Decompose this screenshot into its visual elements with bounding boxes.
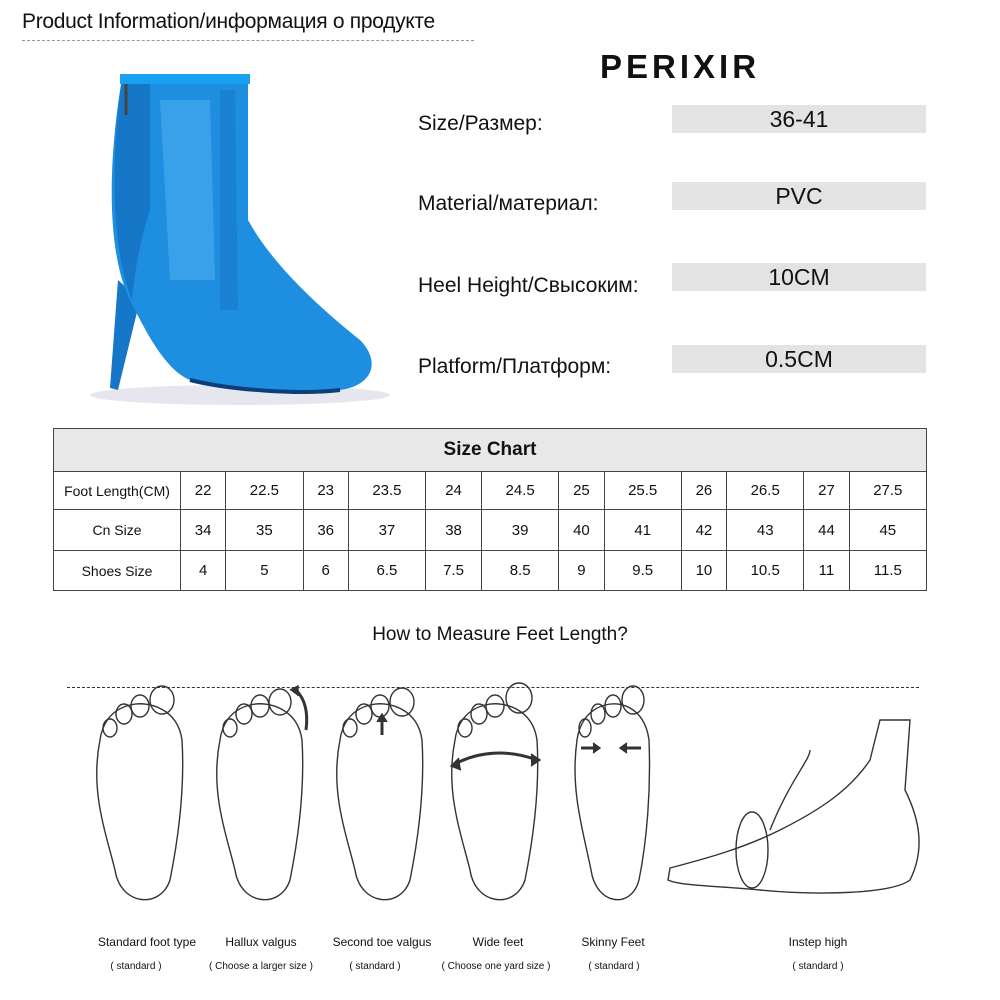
foot-label-instep: Instep high — [788, 935, 848, 949]
table-cell: 27.5 — [849, 472, 926, 510]
spec-label-size: Size/Размер: — [418, 112, 543, 135]
table-cell: 9 — [559, 551, 604, 591]
boot-collar — [120, 74, 250, 84]
spec-label-platform: Platform/Платформ: — [418, 355, 612, 378]
size-chart-title-row — [54, 429, 927, 472]
table-cell: 43 — [727, 510, 804, 551]
table-cell: 23 — [303, 472, 348, 510]
foot-types-illustration — [60, 680, 940, 920]
brand-name: PERIXIR — [600, 48, 761, 85]
hallux-valgus-foot-icon — [217, 686, 307, 900]
table-cell: 23.5 — [348, 472, 425, 510]
table-cell: 25 — [559, 472, 604, 510]
foot-note-wide: ( Choose one yard size ) — [441, 961, 551, 972]
table-row — [54, 472, 927, 510]
boot-seam — [220, 90, 238, 310]
table-cell: 38 — [426, 510, 482, 551]
table-cell: 8.5 — [482, 551, 559, 591]
table-cell: 22 — [181, 472, 226, 510]
spec-label-material: Material/материал: — [418, 192, 599, 215]
table-cell: 40 — [559, 510, 604, 551]
table-cell: 26 — [681, 472, 726, 510]
table-cell: 34 — [181, 510, 226, 551]
table-cell: 44 — [804, 510, 849, 551]
table-cell: 37 — [348, 510, 425, 551]
table-cell: 42 — [681, 510, 726, 551]
row-header: Cn Size — [54, 510, 181, 551]
table-cell: 24 — [426, 472, 482, 510]
spec-value-heel-height: 10CM — [672, 263, 926, 291]
spec-value-platform: 0.5CM — [672, 345, 926, 373]
wide-feet-foot-icon — [451, 683, 540, 900]
product-boot-image — [70, 60, 390, 420]
table-cell: 10.5 — [727, 551, 804, 591]
table-cell: 10 — [681, 551, 726, 591]
table-cell: 35 — [226, 510, 303, 551]
table-cell: 11 — [804, 551, 849, 591]
table-cell: 45 — [849, 510, 926, 551]
row-header: Foot Length(CM) — [54, 472, 181, 510]
measure-title: How to Measure Feet Length? — [372, 624, 628, 645]
table-cell: 22.5 — [226, 472, 303, 510]
foot-note-second-toe: ( standard ) — [349, 961, 401, 972]
table-cell: 26.5 — [727, 472, 804, 510]
table-row — [54, 551, 927, 591]
table-cell: 9.5 — [604, 551, 681, 591]
foot-note-instep: ( standard ) — [792, 961, 844, 972]
page-header-title: Product Information/информация о продукте — [22, 10, 435, 33]
foot-label-second-toe: Second toe valgus — [332, 935, 432, 949]
table-cell: 6 — [303, 551, 348, 591]
spec-label-heel-height: Heel Height/Свысоким: — [418, 274, 639, 297]
spec-value-material: PVC — [672, 182, 926, 210]
table-cell: 39 — [482, 510, 559, 551]
size-chart-title: Size Chart — [54, 429, 927, 472]
table-cell: 5 — [226, 551, 303, 591]
foot-note-skinny: ( standard ) — [588, 961, 640, 972]
standard-foot-icon — [97, 686, 183, 900]
table-cell: 41 — [604, 510, 681, 551]
foot-label-hallux: Hallux valgus — [225, 935, 297, 949]
table-cell: 11.5 — [849, 551, 926, 591]
row-header: Shoes Size — [54, 551, 181, 591]
foot-label-skinny: Skinny Feet — [581, 935, 645, 949]
table-cell: 4 — [181, 551, 226, 591]
foot-label-standard: Standard foot type — [97, 935, 197, 949]
header-divider — [22, 40, 474, 41]
table-cell: 7.5 — [426, 551, 482, 591]
foot-label-wide: Wide feet — [472, 935, 524, 949]
table-cell: 25.5 — [604, 472, 681, 510]
spec-value-size: 36-41 — [672, 105, 926, 133]
table-cell: 27 — [804, 472, 849, 510]
table-cell: 24.5 — [482, 472, 559, 510]
boot-body — [112, 78, 372, 392]
size-chart-table — [53, 428, 927, 591]
foot-note-hallux: ( Choose a larger size ) — [209, 961, 313, 972]
instep-high-foot-icon — [668, 720, 919, 893]
table-cell: 6.5 — [348, 551, 425, 591]
table-cell: 36 — [303, 510, 348, 551]
skinny-feet-foot-icon — [575, 686, 650, 900]
second-toe-valgus-foot-icon — [337, 688, 423, 900]
foot-note-standard: ( standard ) — [110, 961, 162, 972]
table-row — [54, 510, 927, 551]
